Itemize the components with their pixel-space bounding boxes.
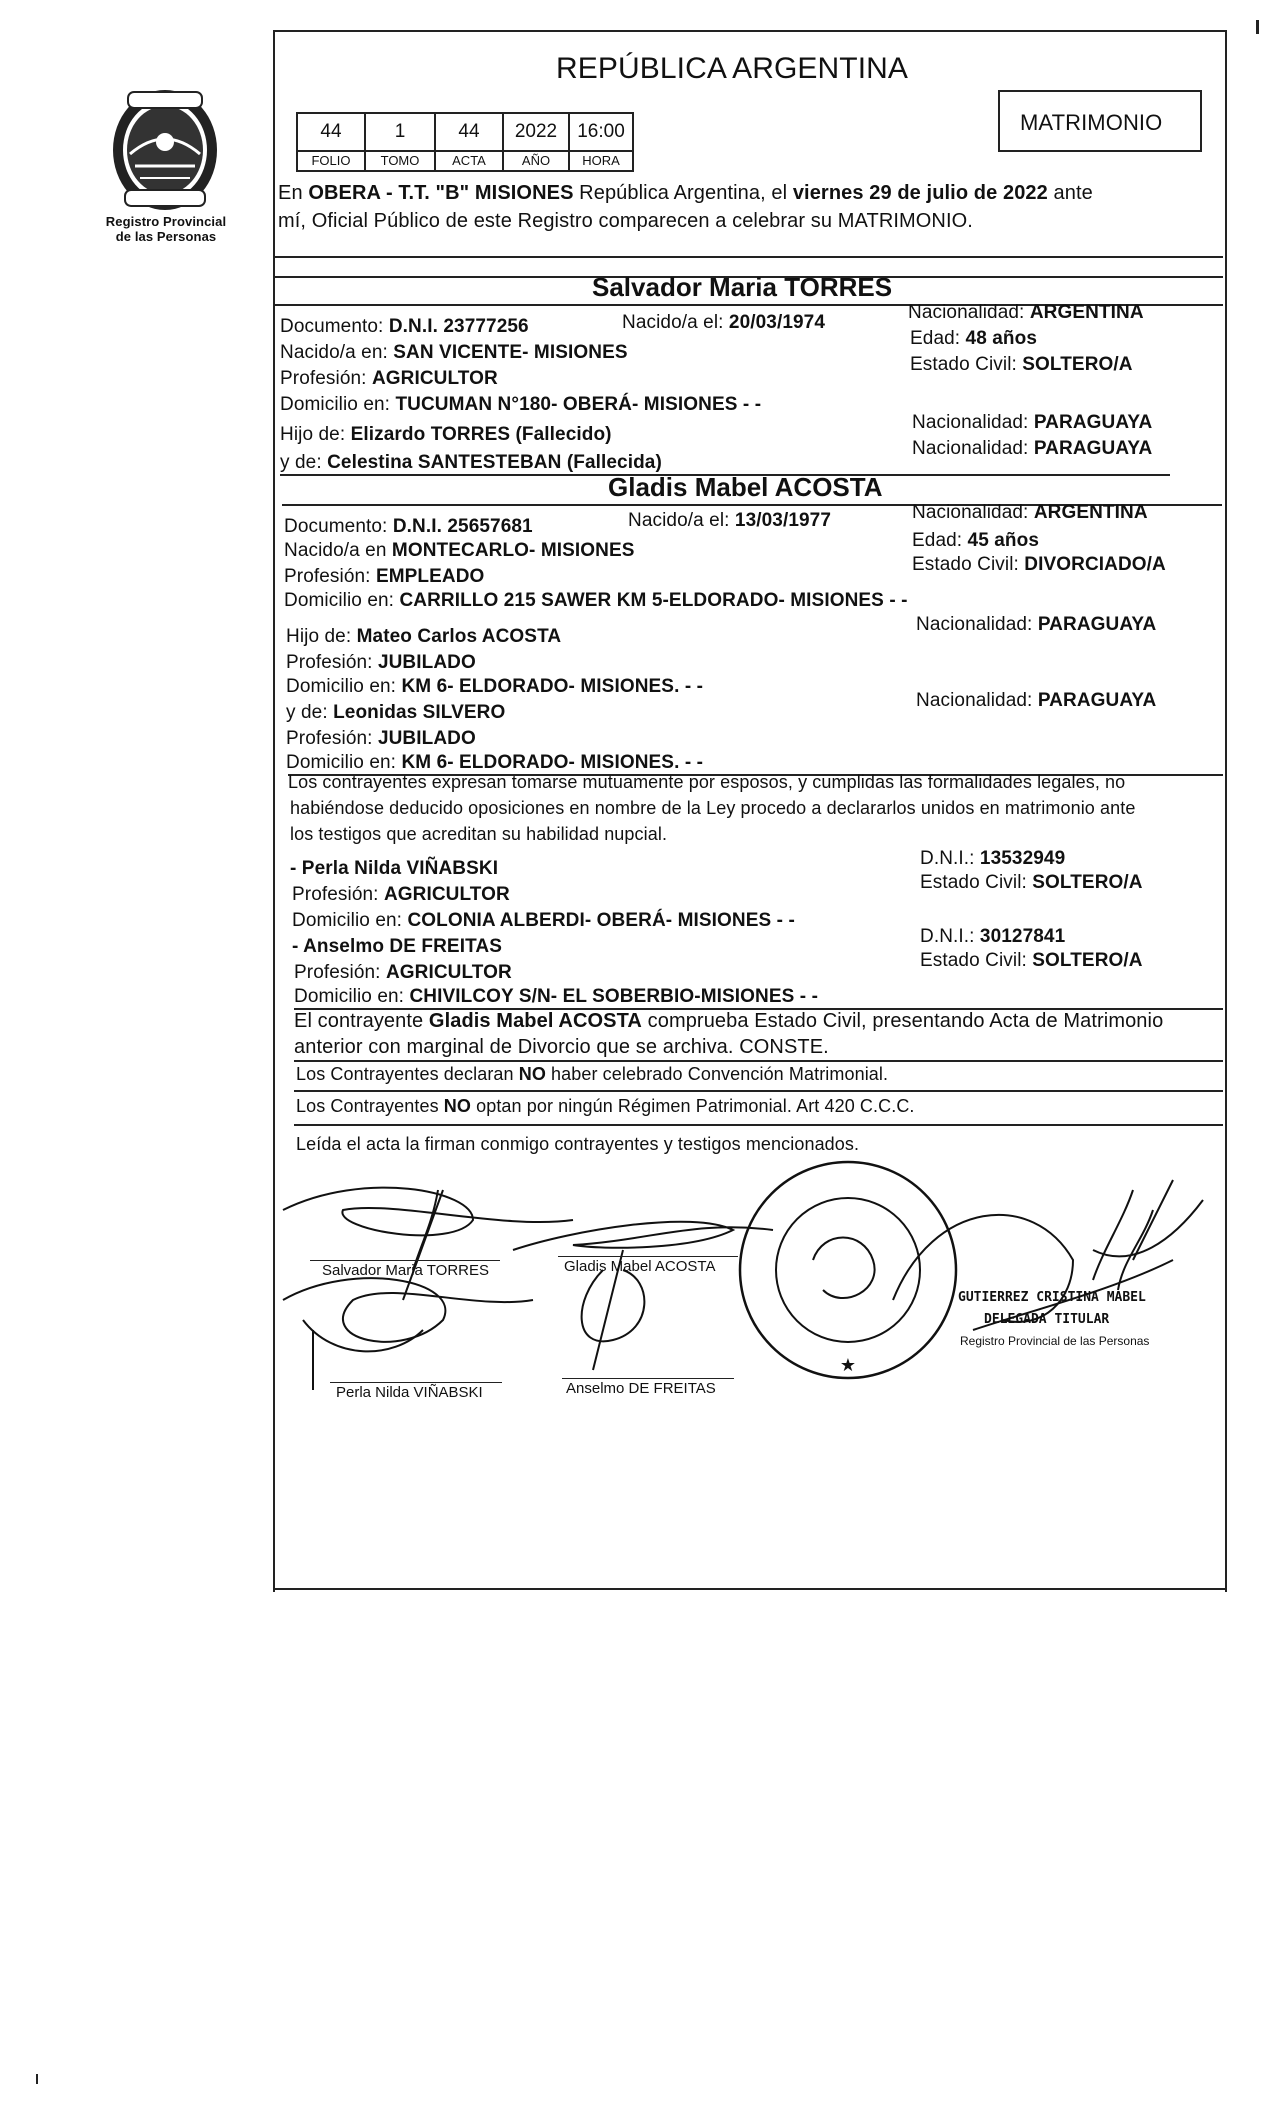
bride-father-prof — [286, 652, 476, 674]
civil-name: Gladis Mabel ACOSTA — [428, 1010, 642, 1032]
bride-mother-prof — [286, 728, 476, 750]
witness1-prof — [292, 884, 510, 906]
divider-header — [275, 256, 1223, 258]
regime-note — [296, 1096, 915, 1117]
value: JUBILADO — [377, 652, 476, 673]
bride-father — [286, 626, 561, 648]
value: ARGENTINA — [1033, 502, 1148, 523]
value: KM 6- ELDORADO- MISIONES. - - — [401, 752, 704, 773]
label: Estado Civil: — [912, 554, 1025, 575]
conv-pre: Los Contrayentes declaran — [296, 1064, 519, 1084]
groom-doc — [280, 316, 529, 338]
province-logo — [100, 84, 230, 214]
intro-place: OBERA - T.T. "B" MISIONES — [308, 182, 574, 204]
label: Profesión: — [286, 652, 378, 673]
groom-prof — [280, 368, 498, 390]
groom-father-nat — [912, 412, 1152, 434]
groom-addr — [280, 394, 761, 416]
official-seal — [740, 1162, 956, 1378]
value: Leonidas SILVERO — [333, 702, 506, 723]
value: Mateo Carlos ACOSTA — [356, 626, 562, 647]
declaration-line3: los testigos que acreditan su habilidad nupcial. — [290, 824, 668, 844]
convention-note — [296, 1064, 888, 1085]
bride-addr — [284, 590, 908, 612]
value: SOLTERO/A — [1032, 872, 1143, 893]
intro-line1 — [278, 182, 1093, 205]
value: 45 años — [967, 530, 1039, 551]
value: ARGENTINA — [1029, 302, 1144, 323]
bride-father-addr — [286, 676, 703, 698]
label: Domicilio en: — [286, 676, 402, 697]
label: Domicilio en: — [294, 986, 410, 1007]
sig-witness2: Anselmo DE FREITAS — [566, 1380, 716, 1397]
value: AGRICULTOR — [385, 962, 512, 983]
official-title: DELEGADA TITULAR — [984, 1312, 1110, 1327]
bride-mother-addr — [286, 752, 703, 774]
intro-pre: En — [278, 182, 309, 204]
groom-born — [622, 312, 825, 334]
bride-mother — [286, 702, 505, 724]
logo-caption-line1: Registro Provincial — [105, 214, 227, 229]
value: COLONIA ALBERDI- OBERÁ- MISIONES - - — [407, 910, 795, 931]
reg-post: optan por ningún Régimen Patrimonial. Art 420 C.C.C. — [471, 1096, 915, 1116]
civil-post: comprueba Estado Civil, presentando Acta de Matrimonio — [641, 1010, 1164, 1032]
sig-witness2-line — [562, 1378, 734, 1379]
divider-conv-end — [294, 1090, 1223, 1092]
value: D.N.I. 23777256 — [388, 316, 529, 337]
intro-line2: mí, Oficial Público de este Registro comparecen a celebrar su MATRIMONIO. — [278, 210, 973, 232]
label: Hijo de: — [286, 626, 357, 647]
sig-witness1: Perla Nilda VIÑABSKI — [336, 1384, 483, 1401]
conv-no: NO — [518, 1064, 546, 1084]
groom-nat — [908, 302, 1144, 324]
value: 13532949 — [979, 848, 1066, 869]
label: D.N.I.: — [920, 926, 980, 947]
divider-civil-end — [294, 1060, 1223, 1062]
value: AGRICULTOR — [371, 368, 498, 389]
value: D.N.I. 25657681 — [392, 516, 533, 537]
groom-age — [910, 328, 1037, 350]
read-note: Leída el acta la firman conmigo contrayentes y testigos mencionados. — [296, 1134, 860, 1154]
witness1-addr — [292, 910, 795, 932]
acta-value: 44 — [434, 112, 504, 152]
bride-prof — [284, 566, 484, 588]
label: Profesión: — [292, 884, 384, 905]
value: DIVORCIADO/A — [1024, 554, 1166, 575]
witness2-dni — [920, 926, 1065, 948]
label: Estado Civil: — [920, 872, 1033, 893]
value: 20/03/1974 — [728, 312, 826, 333]
label: Documento: — [280, 316, 389, 337]
value: SAN VICENTE- MISIONES — [393, 342, 628, 363]
witness1-name: - Perla Nilda VIÑABSKI — [290, 858, 499, 879]
value: CHIVILCOY S/N- EL SOBERBIO-MISIONES - - — [409, 986, 819, 1007]
label: Nacido/a en — [284, 540, 392, 561]
bride-place — [284, 540, 635, 562]
folio-value: 44 — [296, 112, 366, 152]
groom-civil — [910, 354, 1133, 376]
groom-mother — [280, 452, 662, 474]
bride-doc — [284, 516, 533, 538]
value: PARAGUAYA — [1033, 412, 1153, 433]
value: SOLTERO/A — [1022, 354, 1133, 375]
logo-caption — [96, 214, 236, 244]
label: Profesión: — [280, 368, 372, 389]
value: KM 6- ELDORADO- MISIONES. - - — [401, 676, 704, 697]
label: Profesión: — [286, 728, 378, 749]
official-name: GUTIERREZ CRISTINA MABEL — [958, 1290, 1146, 1305]
groom-father — [280, 424, 612, 446]
official-registry: Registro Provincial de las Personas — [960, 1334, 1150, 1348]
label: y de: — [286, 702, 334, 723]
anio-value: 2022 — [502, 112, 570, 152]
label: Domicilio en: — [292, 910, 408, 931]
label: Nacido/a el: — [628, 510, 735, 531]
value: MONTECARLO- MISIONES — [391, 540, 635, 561]
bride-name: Gladis Mabel ACOSTA — [608, 472, 883, 502]
sig-bride-line — [558, 1256, 738, 1257]
sig-groom: Salvador Maria TORRES — [322, 1262, 490, 1279]
groom-mother-nat — [912, 438, 1152, 460]
page-title: REPÚBLICA ARGENTINA — [556, 52, 908, 85]
handwritten-signatures — [273, 1150, 1223, 1590]
label: Nacionalidad: — [912, 438, 1034, 459]
declaration-line2: habiéndose deducido oposiciones en nombre de la Ley procedo a declararlos unidos en matrimonio ante — [290, 798, 1136, 818]
label: Estado Civil: — [910, 354, 1023, 375]
conv-post: haber celebrado Convención Matrimonial. — [545, 1064, 889, 1084]
label: Profesión: — [294, 962, 386, 983]
value: 30127841 — [979, 926, 1066, 947]
bride-civil — [912, 554, 1166, 576]
value: PARAGUAYA — [1037, 614, 1157, 635]
bride-born — [628, 510, 831, 532]
label: y de: — [280, 452, 328, 473]
value: Celestina SANTESTEBAN (Fallecida) — [327, 452, 662, 473]
witness1-civil — [920, 872, 1143, 894]
declaration-line1: Los contrayentes expresan tomarse mutuamente por esposos, y cumplidas las formalidades legales, no — [288, 772, 1126, 792]
label: Domicilio en: — [284, 590, 400, 611]
value: Elizardo TORRES (Fallecido) — [350, 424, 612, 445]
anio-label: AÑO — [502, 152, 570, 172]
witness2-addr — [294, 986, 818, 1008]
witness1-dni — [920, 848, 1065, 870]
witness2-name: - Anselmo DE FREITAS — [292, 936, 502, 957]
civil-note-line1 — [294, 1010, 1163, 1033]
witness2-prof — [294, 962, 512, 984]
margin-mark — [36, 2074, 38, 2084]
sig-bride: Gladis Mabel ACOSTA — [564, 1258, 716, 1275]
bride-nat — [912, 502, 1148, 524]
civil-note-line2: anterior con marginal de Divorcio que se archiva. CONSTE. — [294, 1036, 829, 1058]
label: Nacionalidad: — [916, 614, 1038, 635]
label: Domicilio en: — [286, 752, 402, 773]
bride-mother-nat — [916, 690, 1156, 712]
label: Nacido/a en: — [280, 342, 394, 363]
groom-place — [280, 342, 628, 364]
label: Profesión: — [284, 566, 376, 587]
value: JUBILADO — [377, 728, 476, 749]
bride-age — [912, 530, 1039, 552]
value: EMPLEADO — [375, 566, 485, 587]
seal-star-icon: ★ — [839, 1355, 857, 1376]
intro-date: viernes 29 de julio de 2022 — [792, 182, 1048, 204]
groom-name: Salvador Maria TORRES — [592, 272, 893, 302]
sig-witness1-line — [330, 1382, 502, 1383]
value: PARAGUAYA — [1037, 690, 1157, 711]
hora-value: 16:00 — [568, 112, 634, 152]
folio-label: FOLIO — [296, 152, 366, 172]
value: SOLTERO/A — [1032, 950, 1143, 971]
reg-no: NO — [443, 1096, 471, 1116]
act-type: MATRIMONIO — [1020, 110, 1163, 135]
value: 48 años — [965, 328, 1037, 349]
logo-caption-line2: de las Personas — [115, 229, 217, 244]
value: TUCUMAN N°180- OBERÁ- MISIONES - - — [395, 394, 762, 415]
label: Nacionalidad: — [912, 502, 1034, 523]
tomo-value: 1 — [364, 112, 436, 152]
witness2-civil — [920, 950, 1143, 972]
label: Estado Civil: — [920, 950, 1033, 971]
value: 13/03/1977 — [734, 510, 832, 531]
bride-father-nat — [916, 614, 1156, 636]
tomo-label: TOMO — [364, 152, 436, 172]
intro-end: ante — [1047, 182, 1093, 204]
label: Nacido/a el: — [622, 312, 729, 333]
civil-pre: El contrayente — [294, 1010, 429, 1032]
divider-regime-end — [294, 1124, 1223, 1126]
acta-label: ACTA — [434, 152, 504, 172]
value: AGRICULTOR — [383, 884, 510, 905]
reg-pre: Los Contrayentes — [296, 1096, 444, 1116]
label: Nacionalidad: — [912, 412, 1034, 433]
value: CARRILLO 215 SAWER KM 5-ELDORADO- MISIONES - - — [399, 590, 908, 611]
margin-mark — [1256, 20, 1259, 34]
sig-groom-line — [310, 1260, 500, 1261]
label: Domicilio en: — [280, 394, 396, 415]
label: Documento: — [284, 516, 393, 537]
intro-mid: República Argentina, el — [573, 182, 793, 204]
label: D.N.I.: — [920, 848, 980, 869]
hora-label: HORA — [568, 152, 634, 172]
value: PARAGUAYA — [1033, 438, 1153, 459]
label: Edad: — [912, 530, 968, 551]
label: Nacionalidad: — [916, 690, 1038, 711]
label: Edad: — [910, 328, 966, 349]
label: Hijo de: — [280, 424, 351, 445]
label: Nacionalidad: — [908, 302, 1030, 323]
misiones-shield-icon — [100, 84, 230, 214]
